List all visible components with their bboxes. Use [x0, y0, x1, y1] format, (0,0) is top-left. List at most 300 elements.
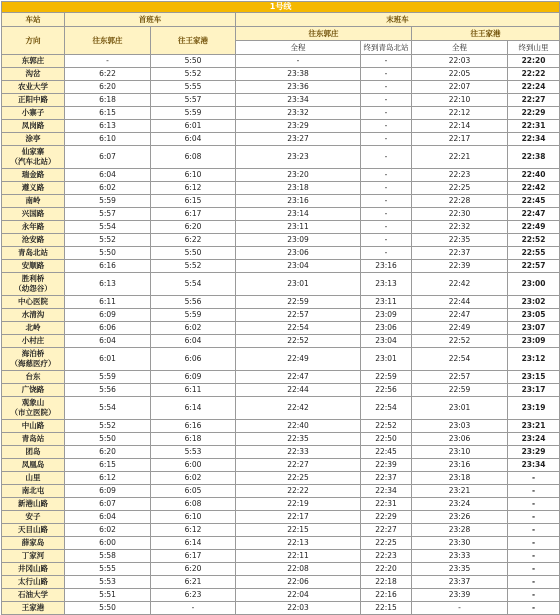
last-to-shanwang: 23:24 [508, 433, 560, 446]
last-dongguozhuang-full: 22:27 [236, 459, 361, 472]
station-name: 仙家寨 （汽车北站） [2, 146, 65, 169]
last-to-qingdao-north: 22:15 [361, 602, 412, 615]
table-row [2, 260, 560, 273]
last-to-qingdao-north: 22:56 [361, 384, 412, 397]
last-to-qingdao-north: 22:50 [361, 433, 412, 446]
last-wangjiagang-full: 23:21 [412, 485, 508, 498]
last-wangjiagang-full: 23:18 [412, 472, 508, 485]
station-name: 小村庄 [2, 335, 65, 348]
first-to-dongguozhuang: 6:02 [65, 182, 151, 195]
table-row [2, 81, 560, 94]
last-to-qingdao-north: 22:54 [361, 397, 412, 420]
first-to-dongguozhuang: 5:56 [65, 384, 151, 397]
first-to-dongguozhuang: 5:57 [65, 208, 151, 221]
last-wangjiagang-full: 22:10 [412, 94, 508, 107]
first-to-dongguozhuang: 6:01 [65, 348, 151, 371]
last-dongguozhuang-full: 22:13 [236, 537, 361, 550]
last-to-shanwang: 23:07 [508, 322, 560, 335]
first-to-wangjiagang: 6:09 [151, 371, 236, 384]
last-wangjiagang-full: 22:47 [412, 309, 508, 322]
first-to-dongguozhuang: 5:58 [65, 550, 151, 563]
last-dongguozhuang-full: 22:03 [236, 602, 361, 615]
last-to-shanwang: - [508, 563, 560, 576]
last-to-shanwang: - [508, 511, 560, 524]
last-to-qingdao-north: 22:29 [361, 511, 412, 524]
station-name: 观象山 （市立医院） [2, 397, 65, 420]
last-to-qingdao-north: 22:45 [361, 446, 412, 459]
header-first-to-wangjiagang: 往王家港 [151, 27, 236, 55]
last-wangjiagang-full: 22:05 [412, 68, 508, 81]
first-to-dongguozhuang: 5:59 [65, 371, 151, 384]
first-to-wangjiagang: 5:54 [151, 273, 236, 296]
last-to-qingdao-north: 23:16 [361, 260, 412, 273]
last-wangjiagang-full: 22:03 [412, 55, 508, 68]
first-to-dongguozhuang: 6:00 [65, 537, 151, 550]
table-row [2, 146, 560, 169]
last-dongguozhuang-full: 22:15 [236, 524, 361, 537]
station-name: 胜利桥 （幼怨谷） [2, 273, 65, 296]
first-to-wangjiagang: 6:17 [151, 208, 236, 221]
last-dongguozhuang-full: 23:01 [236, 273, 361, 296]
station-name: 小寨子 [2, 107, 65, 120]
station-name: 遵义路 [2, 182, 65, 195]
first-to-wangjiagang: 5:57 [151, 94, 236, 107]
last-dongguozhuang-full: 22:35 [236, 433, 361, 446]
last-to-qingdao-north: 22:20 [361, 563, 412, 576]
last-wangjiagang-full: 23:01 [412, 397, 508, 420]
last-to-qingdao-north: 22:18 [361, 576, 412, 589]
station-name: 凤岗路 [2, 120, 65, 133]
last-to-shanwang: - [508, 550, 560, 563]
last-wangjiagang-full: 22:14 [412, 120, 508, 133]
last-to-shanwang: 23:12 [508, 348, 560, 371]
first-to-wangjiagang: 6:22 [151, 234, 236, 247]
station-name: 兴国路 [2, 208, 65, 221]
station-name: 安顺路 [2, 260, 65, 273]
first-to-wangjiagang: 6:20 [151, 221, 236, 234]
first-to-wangjiagang: 6:04 [151, 335, 236, 348]
station-name: 沟岔 [2, 68, 65, 81]
last-to-shanwang: 22:49 [508, 221, 560, 234]
header-last-train: 末班车 [236, 13, 560, 27]
last-to-qingdao-north: 22:59 [361, 371, 412, 384]
station-name: 台东 [2, 371, 65, 384]
first-to-dongguozhuang: 5:52 [65, 420, 151, 433]
last-to-qingdao-north: - [361, 120, 412, 133]
first-to-dongguozhuang: 6:04 [65, 169, 151, 182]
station-name: 水清沟 [2, 309, 65, 322]
first-to-dongguozhuang: 6:06 [65, 322, 151, 335]
table-row [2, 133, 560, 146]
last-to-shanwang: 23:05 [508, 309, 560, 322]
last-dongguozhuang-full: 23:32 [236, 107, 361, 120]
table-row [2, 296, 560, 309]
first-to-wangjiagang: 6:16 [151, 420, 236, 433]
header-direction: 方向 [2, 27, 65, 55]
last-wangjiagang-full: 22:37 [412, 247, 508, 260]
last-to-qingdao-north: 22:27 [361, 524, 412, 537]
station-name: 涂亭 [2, 133, 65, 146]
station-name: 王家港 [2, 602, 65, 615]
table-row [2, 602, 560, 615]
first-to-dongguozhuang: 5:50 [65, 602, 151, 615]
table-row [2, 55, 560, 68]
header-to-shanwang: 终到山里 [508, 41, 560, 55]
last-to-shanwang: 23:15 [508, 371, 560, 384]
last-to-shanwang: - [508, 524, 560, 537]
last-dongguozhuang-full: 22:44 [236, 384, 361, 397]
last-dongguozhuang-full: 22:59 [236, 296, 361, 309]
last-to-qingdao-north: - [361, 55, 412, 68]
first-to-wangjiagang: 5:53 [151, 446, 236, 459]
last-dongguozhuang-full: 22:57 [236, 309, 361, 322]
last-wangjiagang-full: 22:17 [412, 133, 508, 146]
first-to-dongguozhuang: 6:13 [65, 273, 151, 296]
last-to-qingdao-north: 23:04 [361, 335, 412, 348]
last-wangjiagang-full: 23:10 [412, 446, 508, 459]
first-to-wangjiagang: 6:12 [151, 524, 236, 537]
table-row [2, 107, 560, 120]
station-name: 太行山路 [2, 576, 65, 589]
first-to-wangjiagang: 6:14 [151, 537, 236, 550]
table-row [2, 322, 560, 335]
station-name: 沧安路 [2, 234, 65, 247]
last-wangjiagang-full: 22:39 [412, 260, 508, 273]
first-to-dongguozhuang: 6:15 [65, 459, 151, 472]
last-wangjiagang-full: 22:25 [412, 182, 508, 195]
header-to-qingdao-north: 终到青岛北站 [361, 41, 412, 55]
first-to-dongguozhuang: 5:50 [65, 433, 151, 446]
last-to-qingdao-north: 22:25 [361, 537, 412, 550]
table-row [2, 446, 560, 459]
last-wangjiagang-full: 22:23 [412, 169, 508, 182]
last-to-qingdao-north: - [361, 208, 412, 221]
last-to-shanwang: 23:21 [508, 420, 560, 433]
last-to-shanwang: 22:22 [508, 68, 560, 81]
table-row [2, 234, 560, 247]
timetable [1, 1, 560, 615]
station-name: 正阳中路 [2, 94, 65, 107]
first-to-wangjiagang: 6:01 [151, 120, 236, 133]
station-name: 南北屯 [2, 485, 65, 498]
table-row [2, 498, 560, 511]
station-name: 井冈山路 [2, 563, 65, 576]
last-to-shanwang: 22:45 [508, 195, 560, 208]
last-to-shanwang: 23:17 [508, 384, 560, 397]
last-to-shanwang: 22:47 [508, 208, 560, 221]
first-to-dongguozhuang: 6:09 [65, 485, 151, 498]
last-dongguozhuang-full: 22:22 [236, 485, 361, 498]
last-to-shanwang: 22:52 [508, 234, 560, 247]
first-to-dongguozhuang: 6:18 [65, 94, 151, 107]
first-to-wangjiagang: 6:02 [151, 322, 236, 335]
last-wangjiagang-full: 22:49 [412, 322, 508, 335]
first-to-dongguozhuang: 6:20 [65, 446, 151, 459]
first-to-dongguozhuang: 6:04 [65, 335, 151, 348]
first-to-dongguozhuang: 5:53 [65, 576, 151, 589]
station-name: 东郭庄 [2, 55, 65, 68]
last-to-shanwang: 23:09 [508, 335, 560, 348]
line-title: 1号线 [2, 2, 560, 13]
first-to-dongguozhuang: 6:09 [65, 309, 151, 322]
table-row [2, 511, 560, 524]
first-to-wangjiagang: 6:21 [151, 576, 236, 589]
station-name: 山里 [2, 472, 65, 485]
table-row [2, 485, 560, 498]
table-row [2, 550, 560, 563]
table-row [2, 371, 560, 384]
last-dongguozhuang-full: 23:34 [236, 94, 361, 107]
last-to-qingdao-north: 23:01 [361, 348, 412, 371]
last-wangjiagang-full: 22:12 [412, 107, 508, 120]
last-to-qingdao-north: - [361, 68, 412, 81]
last-dongguozhuang-full: 23:14 [236, 208, 361, 221]
header-last-to-dongguozhuang: 往东郭庄 [236, 27, 412, 41]
last-wangjiagang-full: - [412, 602, 508, 615]
last-to-qingdao-north: 23:13 [361, 273, 412, 296]
last-to-qingdao-north: - [361, 182, 412, 195]
last-to-shanwang: 22:38 [508, 146, 560, 169]
station-name: 青岛站 [2, 433, 65, 446]
first-to-dongguozhuang: 5:52 [65, 234, 151, 247]
header-first-to-dongguozhuang: 往东郭庄 [65, 27, 151, 55]
last-dongguozhuang-full: 23:11 [236, 221, 361, 234]
station-name: 石油大学 [2, 589, 65, 602]
last-wangjiagang-full: 23:33 [412, 550, 508, 563]
last-dongguozhuang-full: 23:38 [236, 68, 361, 81]
first-to-dongguozhuang: 6:13 [65, 120, 151, 133]
first-to-wangjiagang: 5:56 [151, 296, 236, 309]
last-dongguozhuang-full: 22:33 [236, 446, 361, 459]
last-to-qingdao-north: - [361, 81, 412, 94]
last-wangjiagang-full: 23:16 [412, 459, 508, 472]
first-to-wangjiagang: 6:02 [151, 472, 236, 485]
last-to-shanwang: - [508, 576, 560, 589]
first-to-dongguozhuang: 5:54 [65, 221, 151, 234]
last-dongguozhuang-full: 23:36 [236, 81, 361, 94]
last-dongguozhuang-full: 22:06 [236, 576, 361, 589]
last-to-shanwang: - [508, 485, 560, 498]
first-to-wangjiagang: 6:12 [151, 182, 236, 195]
last-dongguozhuang-full: 23:09 [236, 234, 361, 247]
last-to-shanwang: 22:42 [508, 182, 560, 195]
table-row [2, 195, 560, 208]
last-wangjiagang-full: 22:07 [412, 81, 508, 94]
last-dongguozhuang-full: 22:47 [236, 371, 361, 384]
station-name: 新港山路 [2, 498, 65, 511]
last-to-shanwang: 23:02 [508, 296, 560, 309]
last-to-shanwang: 22:34 [508, 133, 560, 146]
table-row [2, 309, 560, 322]
table-row [2, 472, 560, 485]
last-dongguozhuang-full: 23:27 [236, 133, 361, 146]
last-wangjiagang-full: 22:21 [412, 146, 508, 169]
last-to-qingdao-north: 23:09 [361, 309, 412, 322]
last-to-shanwang: 22:24 [508, 81, 560, 94]
table-row [2, 459, 560, 472]
last-wangjiagang-full: 22:35 [412, 234, 508, 247]
last-wangjiagang-full: 22:57 [412, 371, 508, 384]
first-to-dongguozhuang: 5:54 [65, 397, 151, 420]
table-row [2, 348, 560, 371]
table-row [2, 68, 560, 81]
last-to-shanwang: - [508, 589, 560, 602]
last-wangjiagang-full: 22:32 [412, 221, 508, 234]
first-to-dongguozhuang: 6:20 [65, 81, 151, 94]
last-to-qingdao-north: 22:37 [361, 472, 412, 485]
last-to-qingdao-north: - [361, 221, 412, 234]
last-to-shanwang: - [508, 602, 560, 615]
station-name: 北岭 [2, 322, 65, 335]
last-wangjiagang-full: 22:28 [412, 195, 508, 208]
last-to-qingdao-north: - [361, 107, 412, 120]
station-name: 南岭 [2, 195, 65, 208]
first-to-wangjiagang: 6:08 [151, 146, 236, 169]
table-row [2, 120, 560, 133]
last-dongguozhuang-full: 23:04 [236, 260, 361, 273]
station-name: 农业大学 [2, 81, 65, 94]
first-to-wangjiagang: 6:20 [151, 563, 236, 576]
last-wangjiagang-full: 23:30 [412, 537, 508, 550]
table-row [2, 273, 560, 296]
first-to-wangjiagang: 6:08 [151, 498, 236, 511]
first-to-wangjiagang: 5:50 [151, 247, 236, 260]
last-wangjiagang-full: 23:28 [412, 524, 508, 537]
first-to-wangjiagang: 6:10 [151, 169, 236, 182]
table-row [2, 247, 560, 260]
first-to-dongguozhuang: 6:12 [65, 472, 151, 485]
last-to-qingdao-north: 22:52 [361, 420, 412, 433]
first-to-wangjiagang: - [151, 602, 236, 615]
first-to-dongguozhuang: 6:07 [65, 498, 151, 511]
last-to-qingdao-north: - [361, 94, 412, 107]
first-to-wangjiagang: 6:04 [151, 133, 236, 146]
last-to-shanwang: 22:29 [508, 107, 560, 120]
last-wangjiagang-full: 23:24 [412, 498, 508, 511]
last-dongguozhuang-full: 22:49 [236, 348, 361, 371]
last-dongguozhuang-full: 23:06 [236, 247, 361, 260]
last-to-qingdao-north: 22:23 [361, 550, 412, 563]
last-dongguozhuang-full: 22:08 [236, 563, 361, 576]
table-row [2, 563, 560, 576]
first-to-wangjiagang: 6:10 [151, 511, 236, 524]
table-row [2, 524, 560, 537]
first-to-wangjiagang: 6:23 [151, 589, 236, 602]
last-dongguozhuang-full: 23:18 [236, 182, 361, 195]
table-row [2, 208, 560, 221]
first-to-wangjiagang: 5:55 [151, 81, 236, 94]
first-to-dongguozhuang: 5:50 [65, 247, 151, 260]
station-name: 凤凰岛 [2, 459, 65, 472]
first-to-wangjiagang: 5:50 [151, 55, 236, 68]
first-to-dongguozhuang: 6:11 [65, 296, 151, 309]
station-name: 天目山路 [2, 524, 65, 537]
first-to-wangjiagang: 6:15 [151, 195, 236, 208]
last-dongguozhuang-full: 22:42 [236, 397, 361, 420]
station-name: 永年路 [2, 221, 65, 234]
last-to-qingdao-north: 22:34 [361, 485, 412, 498]
header-last-to-wangjiagang: 往王家港 [412, 27, 560, 41]
timetable-body [2, 55, 560, 615]
table-row [2, 433, 560, 446]
last-to-qingdao-north: - [361, 169, 412, 182]
header-station: 车站 [2, 13, 65, 27]
last-to-qingdao-north: 22:39 [361, 459, 412, 472]
table-row [2, 397, 560, 420]
last-dongguozhuang-full: 23:23 [236, 146, 361, 169]
table-row [2, 94, 560, 107]
first-to-dongguozhuang: 5:51 [65, 589, 151, 602]
station-name: 薛家岛 [2, 537, 65, 550]
last-to-shanwang: 22:57 [508, 260, 560, 273]
last-to-shanwang: 23:19 [508, 397, 560, 420]
last-to-shanwang: 23:00 [508, 273, 560, 296]
station-name: 青岛北站 [2, 247, 65, 260]
first-to-dongguozhuang: 5:55 [65, 563, 151, 576]
last-dongguozhuang-full: 22:25 [236, 472, 361, 485]
first-to-wangjiagang: 5:52 [151, 68, 236, 81]
first-to-wangjiagang: 6:11 [151, 384, 236, 397]
table-row [2, 169, 560, 182]
table-row [2, 221, 560, 234]
last-wangjiagang-full: 23:06 [412, 433, 508, 446]
first-to-dongguozhuang: 6:22 [65, 68, 151, 81]
first-to-dongguozhuang: 6:04 [65, 511, 151, 524]
table-row [2, 335, 560, 348]
last-wangjiagang-full: 22:44 [412, 296, 508, 309]
last-to-shanwang: 23:29 [508, 446, 560, 459]
last-to-qingdao-north: - [361, 247, 412, 260]
first-to-dongguozhuang: - [65, 55, 151, 68]
last-to-qingdao-north: 23:11 [361, 296, 412, 309]
table-row [2, 420, 560, 433]
first-to-dongguozhuang: 6:16 [65, 260, 151, 273]
last-to-shanwang: 22:20 [508, 55, 560, 68]
last-dongguozhuang-full: 22:17 [236, 511, 361, 524]
last-dongguozhuang-full: 23:16 [236, 195, 361, 208]
last-dongguozhuang-full: 22:40 [236, 420, 361, 433]
station-name: 中山路 [2, 420, 65, 433]
last-to-qingdao-north: - [361, 146, 412, 169]
last-wangjiagang-full: 23:26 [412, 511, 508, 524]
station-name: 瑞金路 [2, 169, 65, 182]
last-dongguozhuang-full: 23:20 [236, 169, 361, 182]
last-to-shanwang: 22:31 [508, 120, 560, 133]
last-dongguozhuang-full: 22:19 [236, 498, 361, 511]
first-to-wangjiagang: 6:05 [151, 485, 236, 498]
station-name: 团岛 [2, 446, 65, 459]
last-to-shanwang: - [508, 498, 560, 511]
last-wangjiagang-full: 23:03 [412, 420, 508, 433]
first-to-wangjiagang: 6:00 [151, 459, 236, 472]
first-to-dongguozhuang: 5:59 [65, 195, 151, 208]
last-to-qingdao-north: - [361, 133, 412, 146]
header-first-train: 首班车 [65, 13, 236, 27]
station-name: 海泊桥 （海慈医疗） [2, 348, 65, 371]
last-wangjiagang-full: 22:30 [412, 208, 508, 221]
last-to-qingdao-north: - [361, 195, 412, 208]
last-to-qingdao-north: - [361, 234, 412, 247]
last-dongguozhuang-full: 22:11 [236, 550, 361, 563]
table-row [2, 182, 560, 195]
last-to-qingdao-north: 23:06 [361, 322, 412, 335]
last-wangjiagang-full: 22:59 [412, 384, 508, 397]
station-name: 丁家河 [2, 550, 65, 563]
last-to-shanwang: 22:40 [508, 169, 560, 182]
last-to-shanwang: - [508, 537, 560, 550]
last-wangjiagang-full: 22:42 [412, 273, 508, 296]
last-wangjiagang-full: 23:39 [412, 589, 508, 602]
